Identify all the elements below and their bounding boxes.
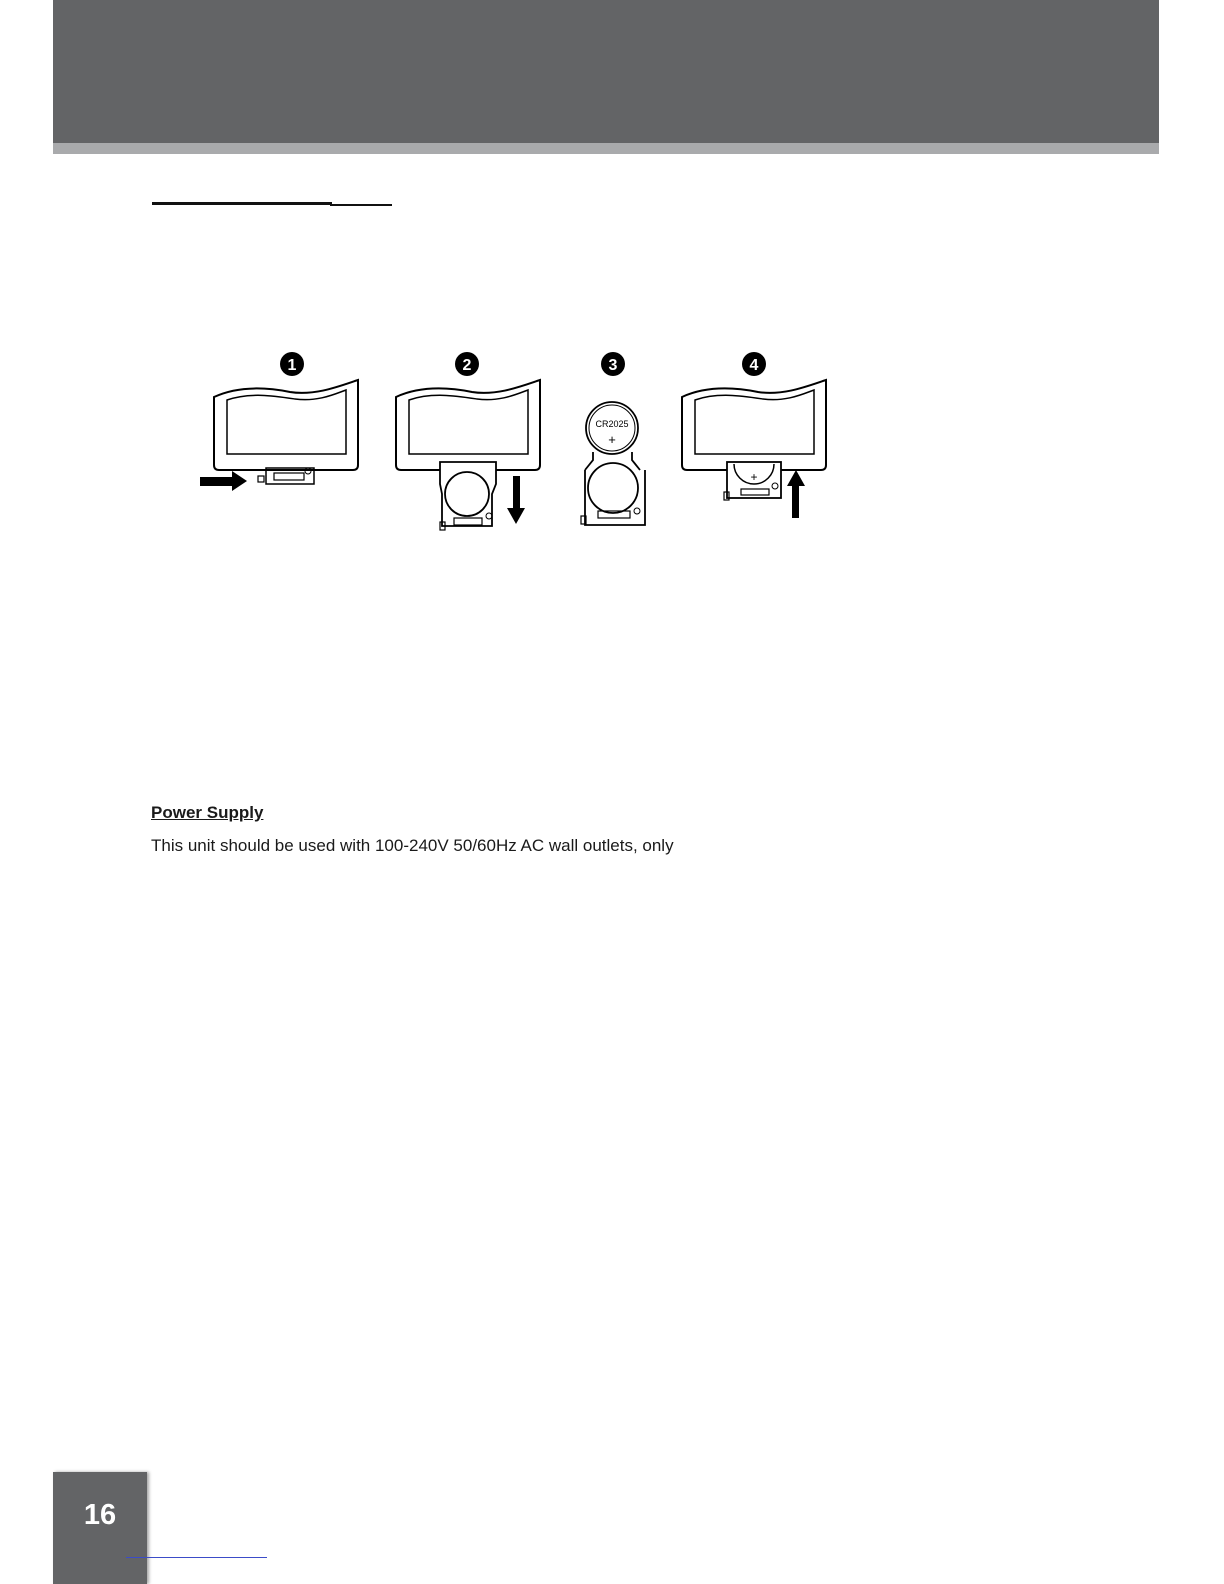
- svg-text:2: 2: [462, 357, 472, 374]
- arrow-right-icon: [200, 471, 247, 491]
- svg-text:3: 3: [608, 357, 618, 374]
- step-2-badge: [455, 352, 479, 376]
- page-number: 16: [83, 1499, 117, 1531]
- arrow-down-icon: [507, 476, 525, 524]
- svg-text:4: 4: [749, 357, 759, 374]
- svg-text:+: +: [608, 432, 616, 447]
- header-stripe: [53, 143, 1159, 154]
- step-3-illustration: [581, 352, 645, 525]
- battery-tray-open: [440, 462, 496, 530]
- battery-tray-open: [581, 452, 645, 525]
- section-title-rule-extension: [330, 204, 392, 206]
- battery-replacement-diagram: [190, 345, 850, 545]
- step-1-badge: [280, 352, 304, 376]
- coin-battery: [586, 402, 638, 454]
- svg-text:1: 1: [287, 357, 297, 374]
- step-4-badge: [742, 352, 766, 376]
- footer-link-underline: [126, 1557, 267, 1558]
- battery-tray-inserted: [724, 462, 781, 500]
- header-band: [53, 0, 1159, 143]
- section-title-rule: [152, 202, 332, 205]
- svg-text:+: +: [750, 470, 758, 484]
- arrow-up-icon: [787, 470, 805, 518]
- svg-text:CR2025: CR2025: [595, 419, 629, 429]
- power-supply-heading: Power Supply: [151, 803, 264, 822]
- step-2-illustration: [396, 352, 540, 530]
- step-4-illustration: [682, 352, 826, 518]
- step-1-illustration: [200, 352, 358, 491]
- step-3-badge: [601, 352, 625, 376]
- power-supply-text: This unit should be used with 100-240V 50/60Hz AC wall outlets, only: [151, 836, 674, 855]
